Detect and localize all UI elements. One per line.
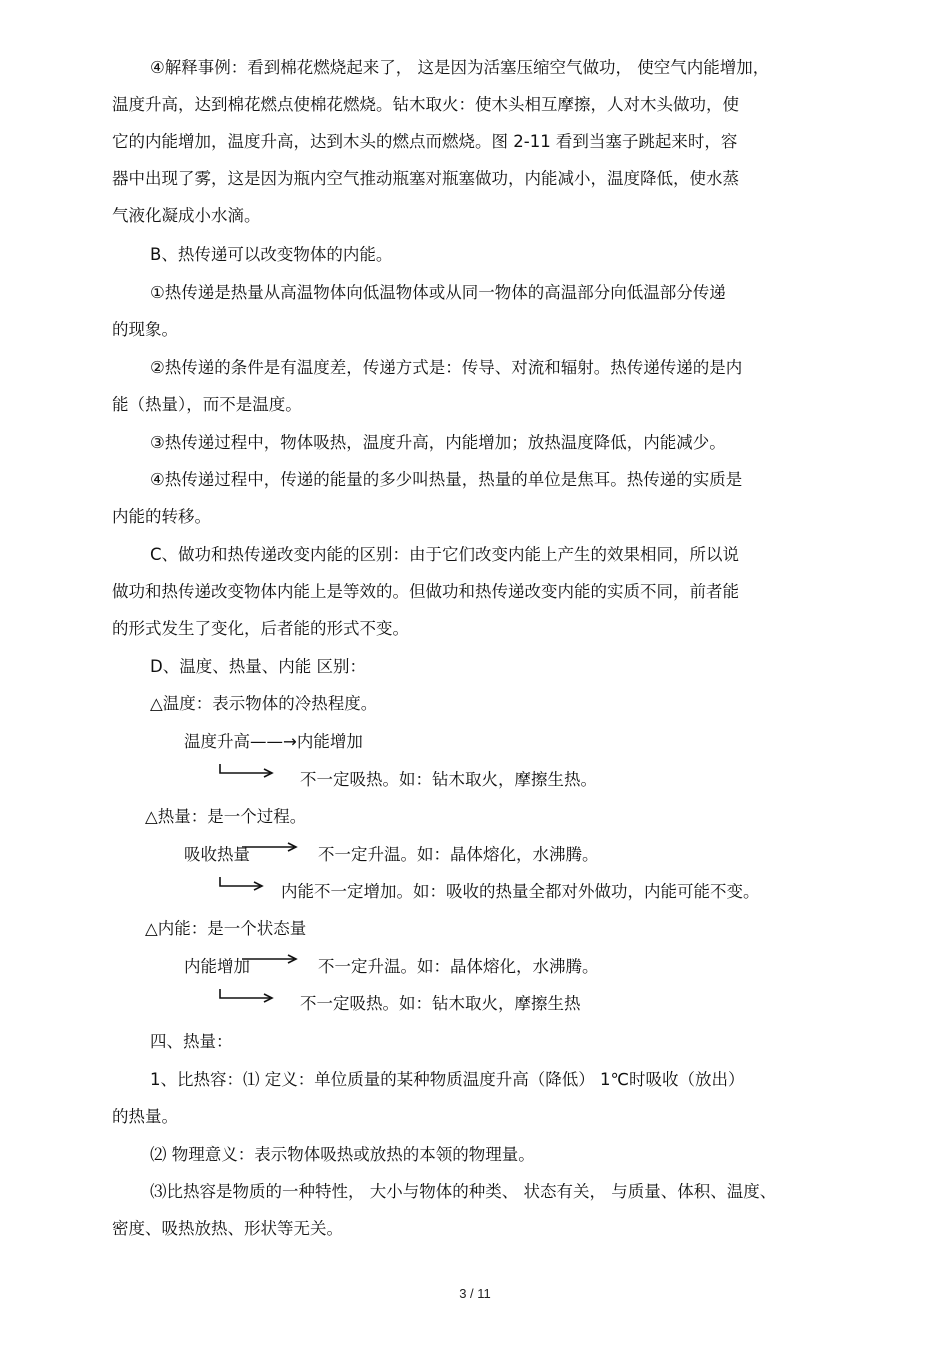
text-line: 内能的转移。 [112,507,211,526]
text-line: 气液化凝成小水滴。 [112,206,261,225]
text-line: 的形式发生了变化，后者能的形式不变。 [112,619,409,638]
section-heading: 四、热量： [150,1032,233,1051]
branch-arrow-icon [218,876,268,896]
text-line: △内能：是一个状态量 [145,919,307,938]
text-line: 的热量。 [112,1107,178,1126]
arrow-right-icon [240,952,300,966]
text-line: 温度升高，达到棉花燃点使棉花燃烧。钻木取火：使木头相互摩擦，人对木头做功，使 [112,95,739,114]
text-line: ⑵ 物理意义：表示物体吸热或放热的本领的物理量。 [150,1145,535,1164]
text-line: ①热传递是热量从高温物体向低温物体或从同一物体的高温部分向低温部分传递 [150,283,726,302]
text-line: D、温度、热量、内能 区别： [150,657,366,676]
arrow-right-icon [240,840,300,854]
text-line: 1、比热容：⑴ 定义：单位质量的某种物质温度升高（降低） 1℃时吸收（放出） [150,1070,745,1089]
text-line: ④解释事例：看到棉花燃烧起来了， 这是因为活塞压缩空气做功， 使空气内能增加， [150,58,770,77]
text-line: 密度、吸热放热、形状等无关。 [112,1219,343,1238]
text-line: 不一定吸热。如：钻木取火，摩擦生热 [300,994,581,1013]
text-line: 做功和热传递改变物体内能上是等效的。但做功和热传递改变内能的实质不同，前者能 [112,582,739,601]
text-line: 能（热量），而不是温度。 [112,395,302,414]
page-number: 3 / 11 [459,1286,491,1301]
branch-arrow-icon [218,988,278,1008]
text-line: 内能不一定增加。如：吸收的热量全都对外做功，内能可能不变。 [281,882,760,901]
text-line: ⑶比热容是物质的一种特性， 大小与物体的种类、 状态有关， 与质量、体积、温度、 [150,1182,777,1201]
text-line: ②热传递的条件是有温度差，传递方式是：传导、对流和辐射。热传递传递的是内 [150,358,743,377]
text-line: 不一定升温。如：晶体熔化，水沸腾。 [318,845,599,864]
text-line: B、热传递可以改变物体的内能。 [150,245,393,264]
text-line: 的现象。 [112,320,178,339]
text-line: 器中出现了雾，这是因为瓶内空气推动瓶塞对瓶塞做功，内能减小，温度降低，使水蒸 [112,169,739,188]
text-line: 吸收热量 [184,845,250,864]
text-line: C、做功和热传递改变内能的区别：由于它们改变内能上产生的效果相同，所以说 [150,545,740,564]
text-line: 内能增加 [184,957,250,976]
text-line: ④热传递过程中，传递的能量的多少叫热量，热量的单位是焦耳。热传递的实质是 [150,470,743,489]
text-line: ③热传递过程中，物体吸热，温度升高，内能增加；放热温度降低，内能减少。 [150,433,726,452]
text-line: 它的内能增加，温度升高，达到木头的燃点而燃烧。图 2-11 看到当塞子跳起来时，容 [112,132,738,151]
text-line: △热量：是一个过程。 [145,807,307,826]
text-line: 不一定升温。如：晶体熔化，水沸腾。 [318,957,599,976]
branch-arrow-icon [218,763,278,783]
text-line: 温度升高——→内能增加 [184,732,363,751]
text-line: 不一定吸热。如：钻木取火，摩擦生热。 [300,770,597,789]
text-line: △温度：表示物体的冷热程度。 [150,694,378,713]
